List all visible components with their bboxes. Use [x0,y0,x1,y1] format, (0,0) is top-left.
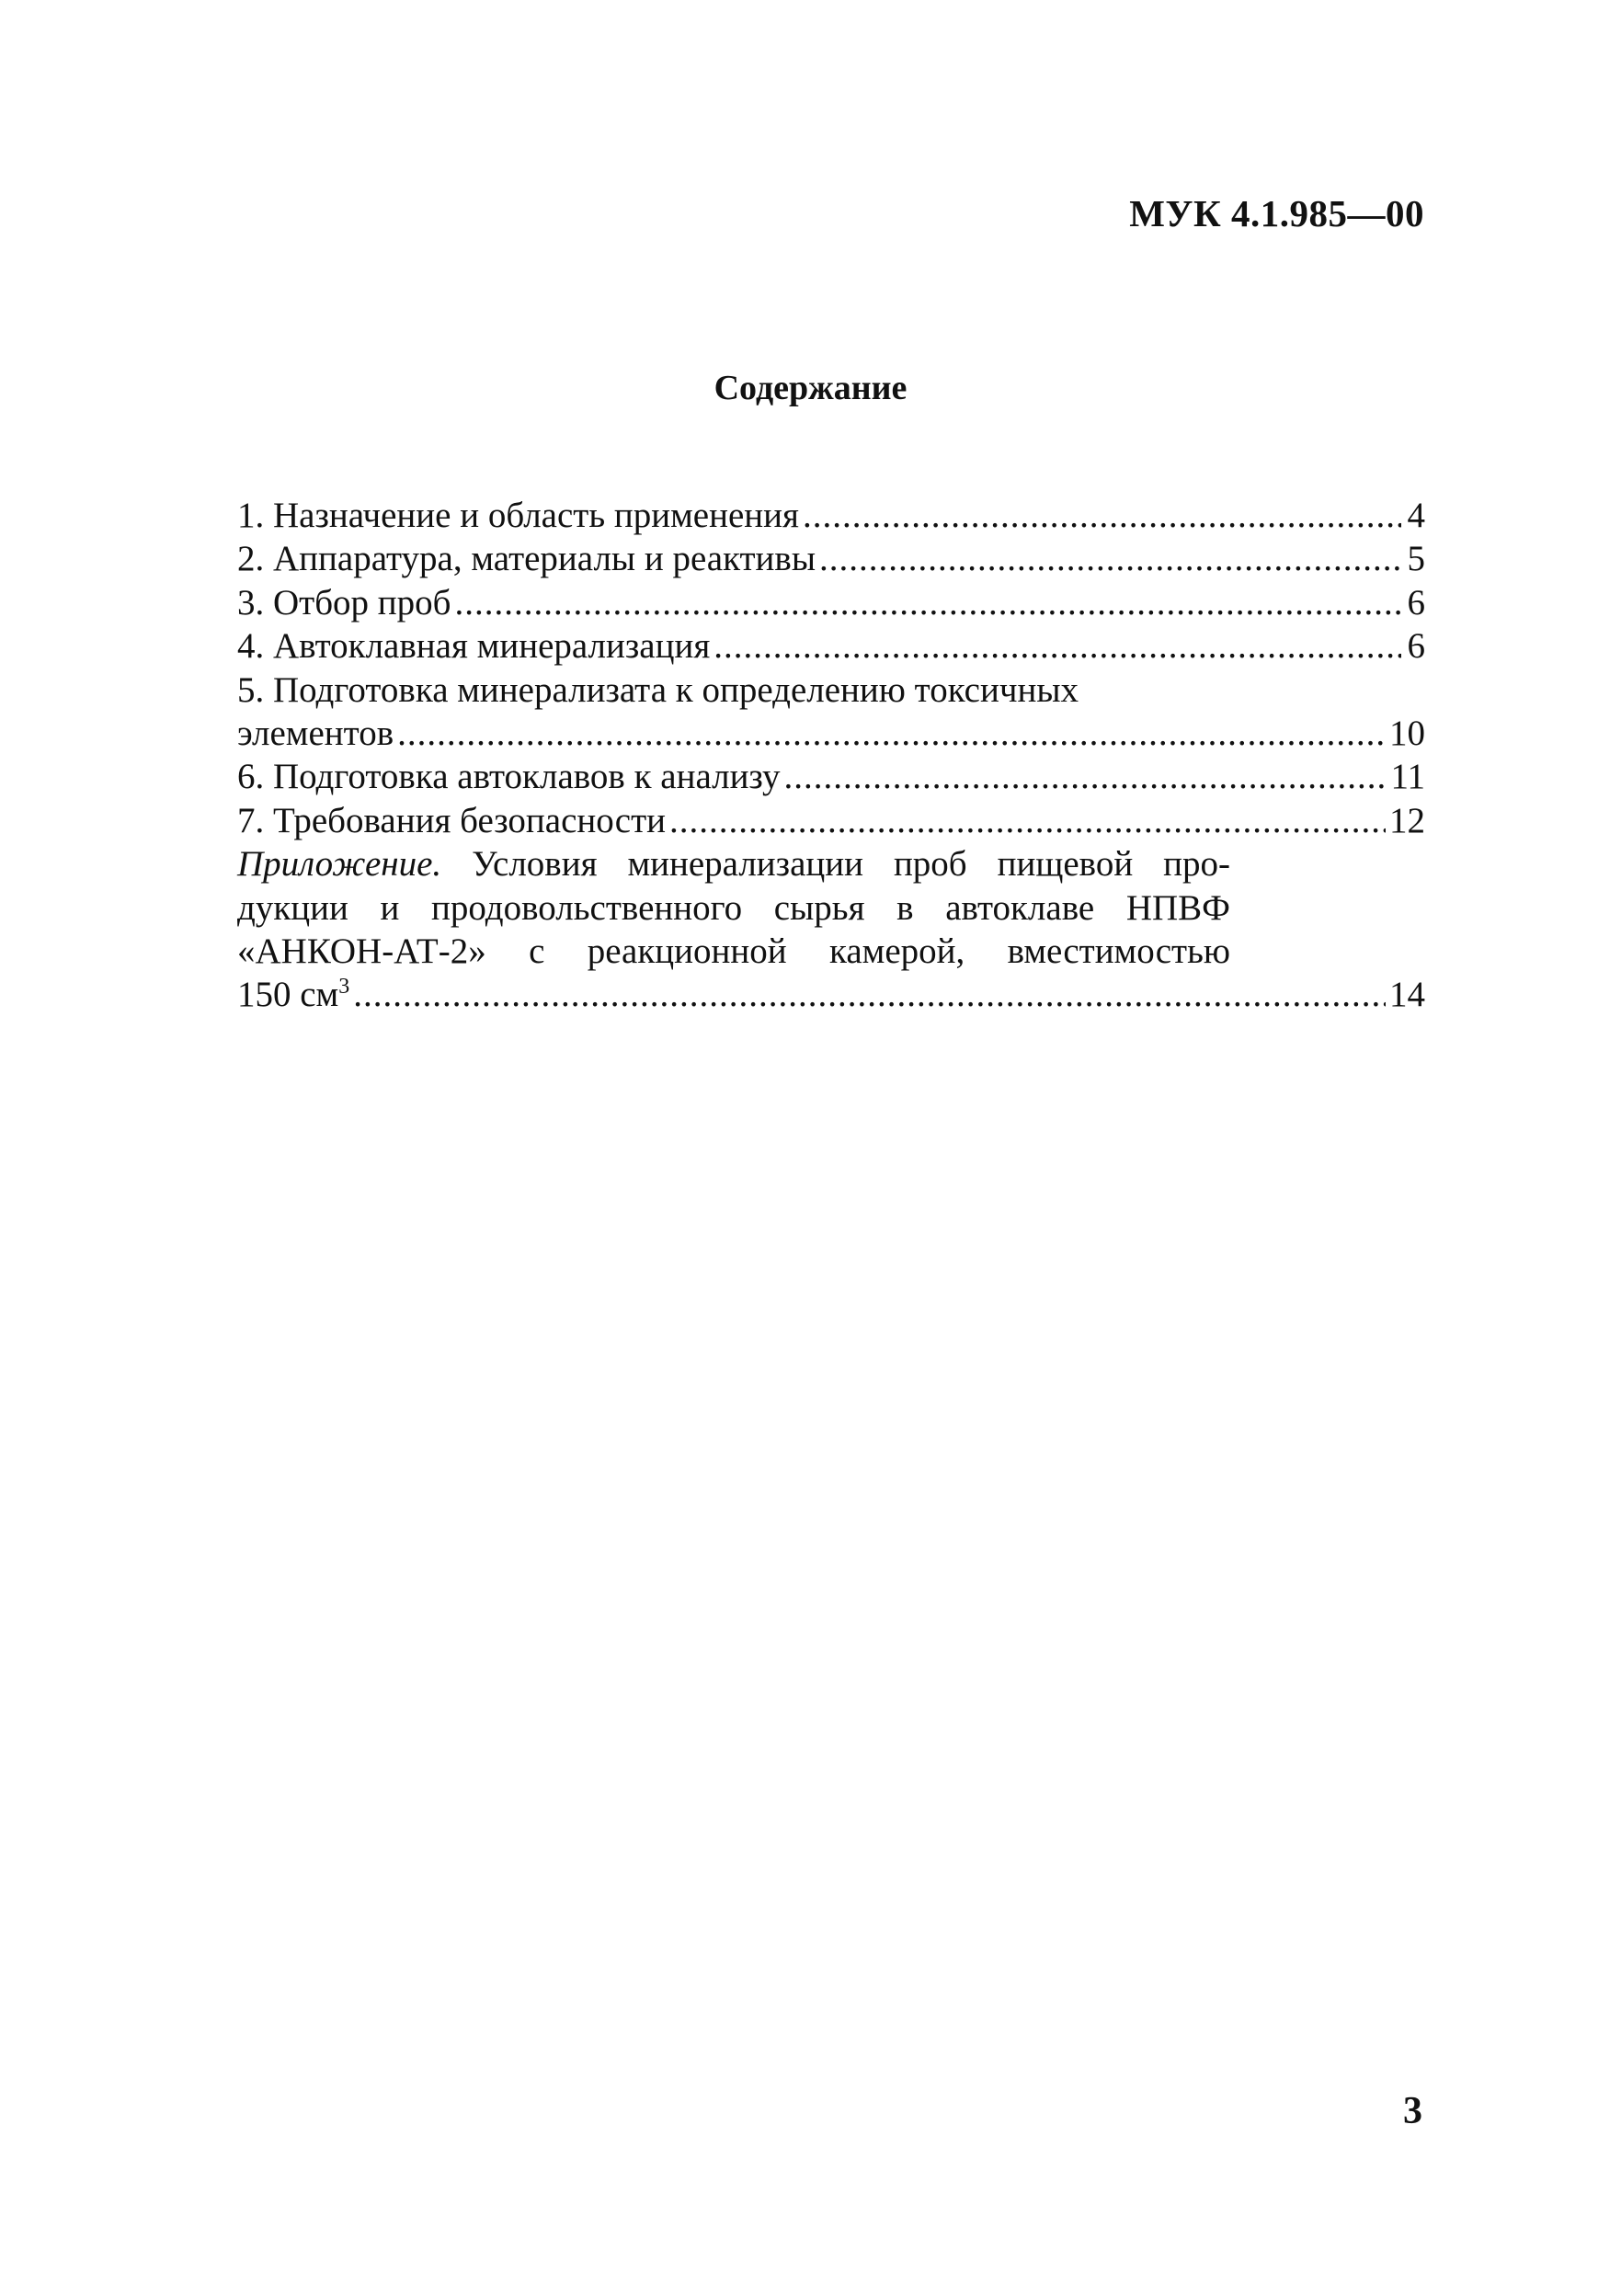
toc-entry-text-line2: элементов [237,714,394,754]
toc-entry-7[interactable] [237,799,1425,842]
toc-entry-page: 11 [1390,757,1425,797]
toc-leader-dots [803,494,1401,537]
toc-entry-page: 12 [1389,800,1425,840]
toc-entry-text: 3. Отбор проб [237,582,451,623]
toc-entry-text: 1. Назначение и область применения [237,496,799,535]
toc-entry-page: 6 [1407,582,1425,623]
toc-appendix-line2: дукции и продовольственного сырья в автоклаве НПВФ [237,887,1230,928]
toc-entry-text: 6. Подготовка автоклавов к анализу [237,757,781,797]
table-of-contents [237,494,1425,1017]
toc-appendix-line1 [237,842,1230,885]
toc-entry-text-line1: 5. Подготовка минерализата к определению токсичных [237,669,1079,710]
toc-title: Содержание [713,369,908,407]
toc-leader-dots [713,624,1401,668]
toc-appendix-line3: «АНКОН-АТ-2» с реакционной камерой, вместимостью [237,931,1230,972]
toc-leader-dots [353,973,1386,1016]
toc-entry-3[interactable] [237,581,1425,624]
document-code: МУК 4.1.985—00 [1129,192,1424,234]
toc-leader-dots [784,755,1387,798]
toc-entry-page: 6 [1407,626,1425,667]
toc-leader-dots [397,712,1386,755]
toc-entry-page: 4 [1407,496,1425,535]
toc-entry-text: 4. Автоклавная минерализация [237,626,711,667]
toc-entry-6[interactable] [237,755,1425,798]
toc-entry-4[interactable] [237,624,1425,668]
toc-entry-page: 10 [1389,714,1425,754]
toc-entry-2[interactable] [237,537,1425,580]
toc-appendix-line4 [237,973,349,1016]
toc-appendix-label: Приложение. [237,844,442,885]
toc-entry-5[interactable] [237,668,1425,756]
toc-leader-dots [669,799,1386,842]
toc-leader-dots [819,537,1401,580]
toc-appendix-line4-text: 150 см [237,975,339,1015]
toc-entry-appendix[interactable] [237,842,1425,1017]
page-number: 3 [1403,2090,1422,2132]
toc-entry-page: 5 [1407,539,1425,579]
toc-entry-text: 2. Аппаратура, материалы и реактивы [237,539,816,579]
toc-leader-dots [455,581,1401,624]
toc-appendix-text-line1: Условия минерализации проб пищевой про- [472,844,1230,885]
toc-entry-text: 7. Требования безопасности [237,800,666,840]
toc-entry-page: 14 [1389,975,1425,1015]
toc-appendix-superscript: 3 [338,975,350,1000]
toc-entry-1[interactable] [237,494,1425,537]
